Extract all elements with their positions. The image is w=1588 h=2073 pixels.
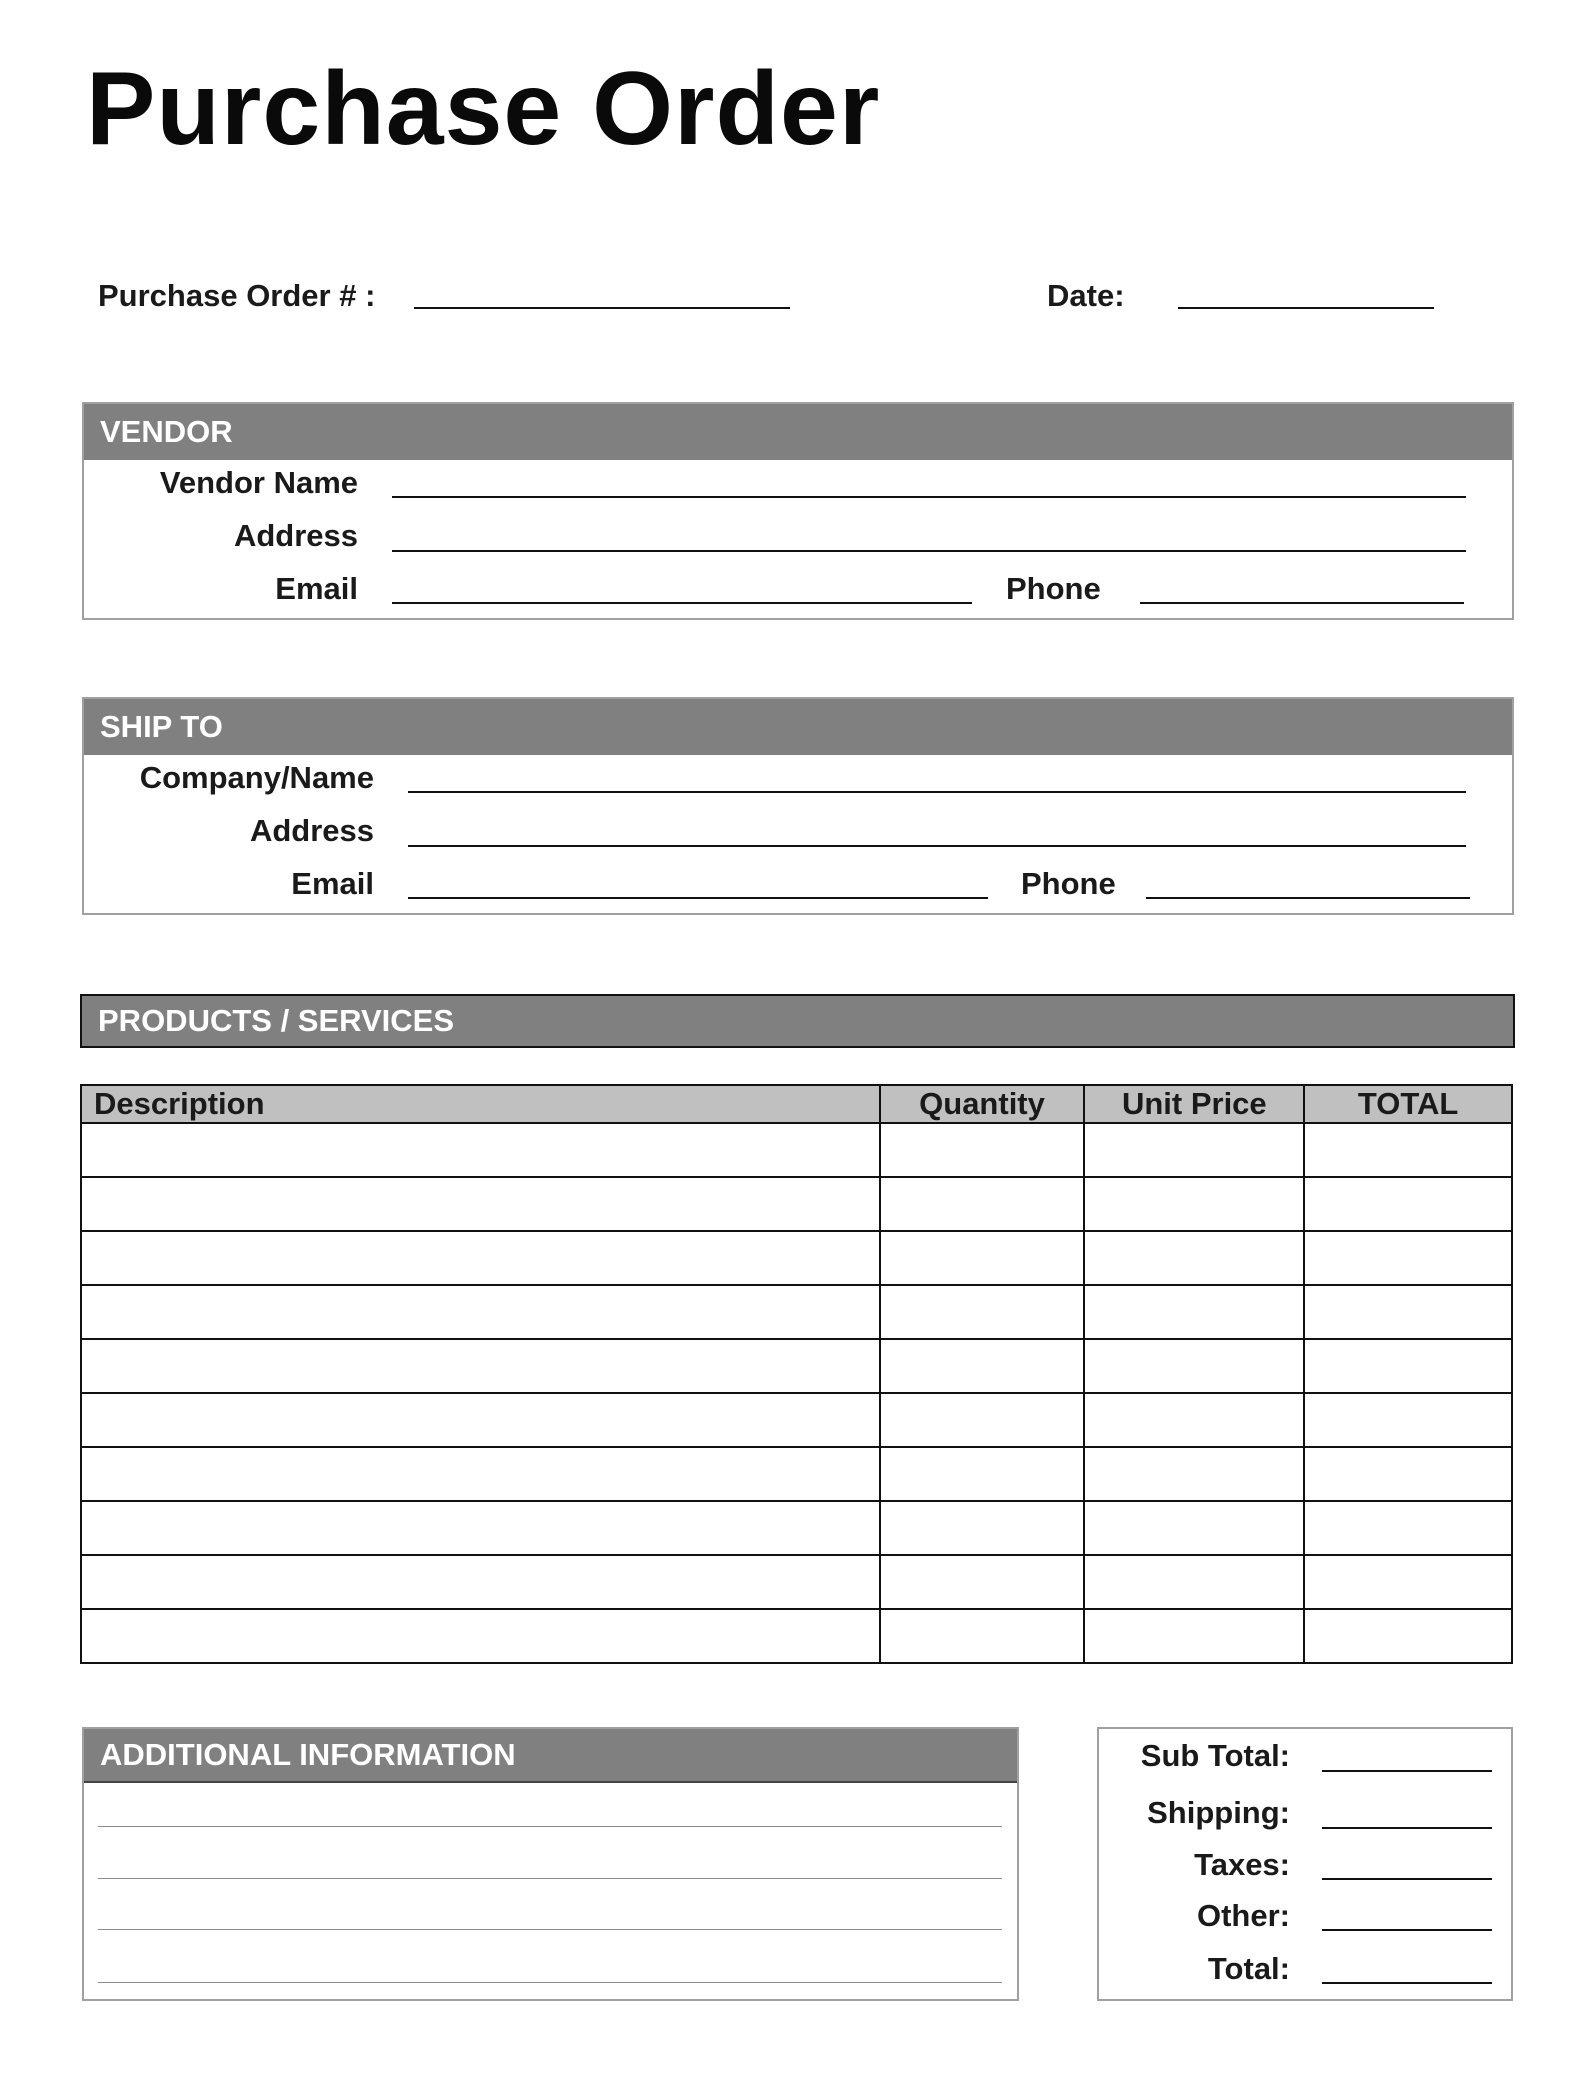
ship-phone-field[interactable] xyxy=(1146,897,1470,899)
quantity-cell[interactable] xyxy=(880,1447,1085,1501)
quantity-cell[interactable] xyxy=(880,1609,1085,1663)
taxes-field[interactable] xyxy=(1322,1878,1492,1880)
sub-total-label: Sub Total: xyxy=(1140,1738,1290,1773)
quantity-cell[interactable] xyxy=(880,1393,1085,1447)
unit-price-cell[interactable] xyxy=(1084,1555,1304,1609)
vendor-email-field[interactable] xyxy=(392,602,972,604)
total-cell[interactable] xyxy=(1304,1231,1512,1285)
ship-email-field[interactable] xyxy=(408,897,988,899)
additional-info-heading: ADDITIONAL INFORMATION xyxy=(84,1729,1017,1783)
po-number-label: Purchase Order # : xyxy=(98,278,376,313)
additional-info-line-1[interactable] xyxy=(98,1826,1002,1827)
shipping-field[interactable] xyxy=(1322,1827,1492,1829)
additional-info-line-3[interactable] xyxy=(98,1929,1002,1930)
total-field[interactable] xyxy=(1322,1982,1492,1984)
table-row xyxy=(81,1609,1512,1663)
table-row xyxy=(81,1555,1512,1609)
table-row xyxy=(81,1231,1512,1285)
description-cell[interactable] xyxy=(81,1177,880,1231)
additional-info-section xyxy=(82,1727,1019,2001)
quantity-cell[interactable] xyxy=(880,1123,1085,1177)
shipping-label: Shipping: xyxy=(1147,1795,1290,1830)
total-cell[interactable] xyxy=(1304,1609,1512,1663)
ship-phone-label: Phone xyxy=(1021,866,1116,901)
unit-price-cell[interactable] xyxy=(1084,1123,1304,1177)
description-cell[interactable] xyxy=(81,1285,880,1339)
ship-to-heading: SHIP TO xyxy=(84,699,1512,755)
taxes-label: Taxes: xyxy=(1194,1847,1290,1882)
total-cell[interactable] xyxy=(1304,1501,1512,1555)
quantity-cell[interactable] xyxy=(880,1177,1085,1231)
unit-price-cell[interactable] xyxy=(1084,1339,1304,1393)
unit-price-cell[interactable] xyxy=(1084,1231,1304,1285)
vendor-phone-label: Phone xyxy=(1006,571,1101,606)
other-label: Other: xyxy=(1197,1898,1290,1933)
description-cell[interactable] xyxy=(81,1609,880,1663)
ship-address-label: Address xyxy=(249,813,374,848)
total-cell[interactable] xyxy=(1304,1447,1512,1501)
table-row xyxy=(81,1501,1512,1555)
description-cell[interactable] xyxy=(81,1447,880,1501)
total-cell[interactable] xyxy=(1304,1285,1512,1339)
vendor-phone-field[interactable] xyxy=(1140,602,1464,604)
table-row xyxy=(81,1339,1512,1393)
vendor-heading: VENDOR xyxy=(84,404,1512,460)
table-header-row xyxy=(81,1085,1512,1123)
quantity-cell[interactable] xyxy=(880,1285,1085,1339)
description-cell[interactable] xyxy=(81,1339,880,1393)
sub-total-field[interactable] xyxy=(1322,1770,1492,1772)
date-field[interactable] xyxy=(1178,307,1434,309)
column-description: Description xyxy=(81,1085,880,1123)
table-row xyxy=(81,1447,1512,1501)
unit-price-cell[interactable] xyxy=(1084,1609,1304,1663)
description-cell[interactable] xyxy=(81,1501,880,1555)
unit-price-cell[interactable] xyxy=(1084,1501,1304,1555)
total-cell[interactable] xyxy=(1304,1339,1512,1393)
total-cell[interactable] xyxy=(1304,1123,1512,1177)
column-total: TOTAL xyxy=(1304,1085,1512,1123)
vendor-name-field[interactable] xyxy=(392,496,1466,498)
products-heading: PRODUCTS / SERVICES xyxy=(80,994,1515,1048)
quantity-cell[interactable] xyxy=(880,1231,1085,1285)
description-cell[interactable] xyxy=(81,1393,880,1447)
page-title: Purchase Order xyxy=(86,51,881,167)
ship-company-label: Company/Name xyxy=(139,760,374,795)
column-quantity: Quantity xyxy=(880,1085,1085,1123)
other-field[interactable] xyxy=(1322,1929,1492,1931)
vendor-address-field[interactable] xyxy=(392,550,1466,552)
quantity-cell[interactable] xyxy=(880,1339,1085,1393)
vendor-name-label: Vendor Name xyxy=(159,465,358,500)
unit-price-cell[interactable] xyxy=(1084,1177,1304,1231)
description-cell[interactable] xyxy=(81,1123,880,1177)
ship-company-field[interactable] xyxy=(408,791,1466,793)
vendor-address-label: Address xyxy=(233,518,358,553)
products-table xyxy=(80,1084,1513,1664)
description-cell[interactable] xyxy=(81,1231,880,1285)
quantity-cell[interactable] xyxy=(880,1501,1085,1555)
additional-info-line-4[interactable] xyxy=(98,1982,1002,1983)
table-row xyxy=(81,1285,1512,1339)
total-cell[interactable] xyxy=(1304,1393,1512,1447)
unit-price-cell[interactable] xyxy=(1084,1447,1304,1501)
po-number-field[interactable] xyxy=(414,307,790,309)
unit-price-cell[interactable] xyxy=(1084,1285,1304,1339)
date-label: Date: xyxy=(1047,278,1125,313)
table-row xyxy=(81,1177,1512,1231)
description-cell[interactable] xyxy=(81,1555,880,1609)
quantity-cell[interactable] xyxy=(880,1555,1085,1609)
column-unit-price: Unit Price xyxy=(1084,1085,1304,1123)
total-label: Total: xyxy=(1207,1951,1290,1986)
table-row xyxy=(81,1123,1512,1177)
unit-price-cell[interactable] xyxy=(1084,1393,1304,1447)
ship-address-field[interactable] xyxy=(408,845,1466,847)
total-cell[interactable] xyxy=(1304,1555,1512,1609)
vendor-email-label: Email xyxy=(275,571,358,606)
ship-email-label: Email xyxy=(291,866,374,901)
additional-info-line-2[interactable] xyxy=(98,1878,1002,1879)
total-cell[interactable] xyxy=(1304,1177,1512,1231)
table-row xyxy=(81,1393,1512,1447)
